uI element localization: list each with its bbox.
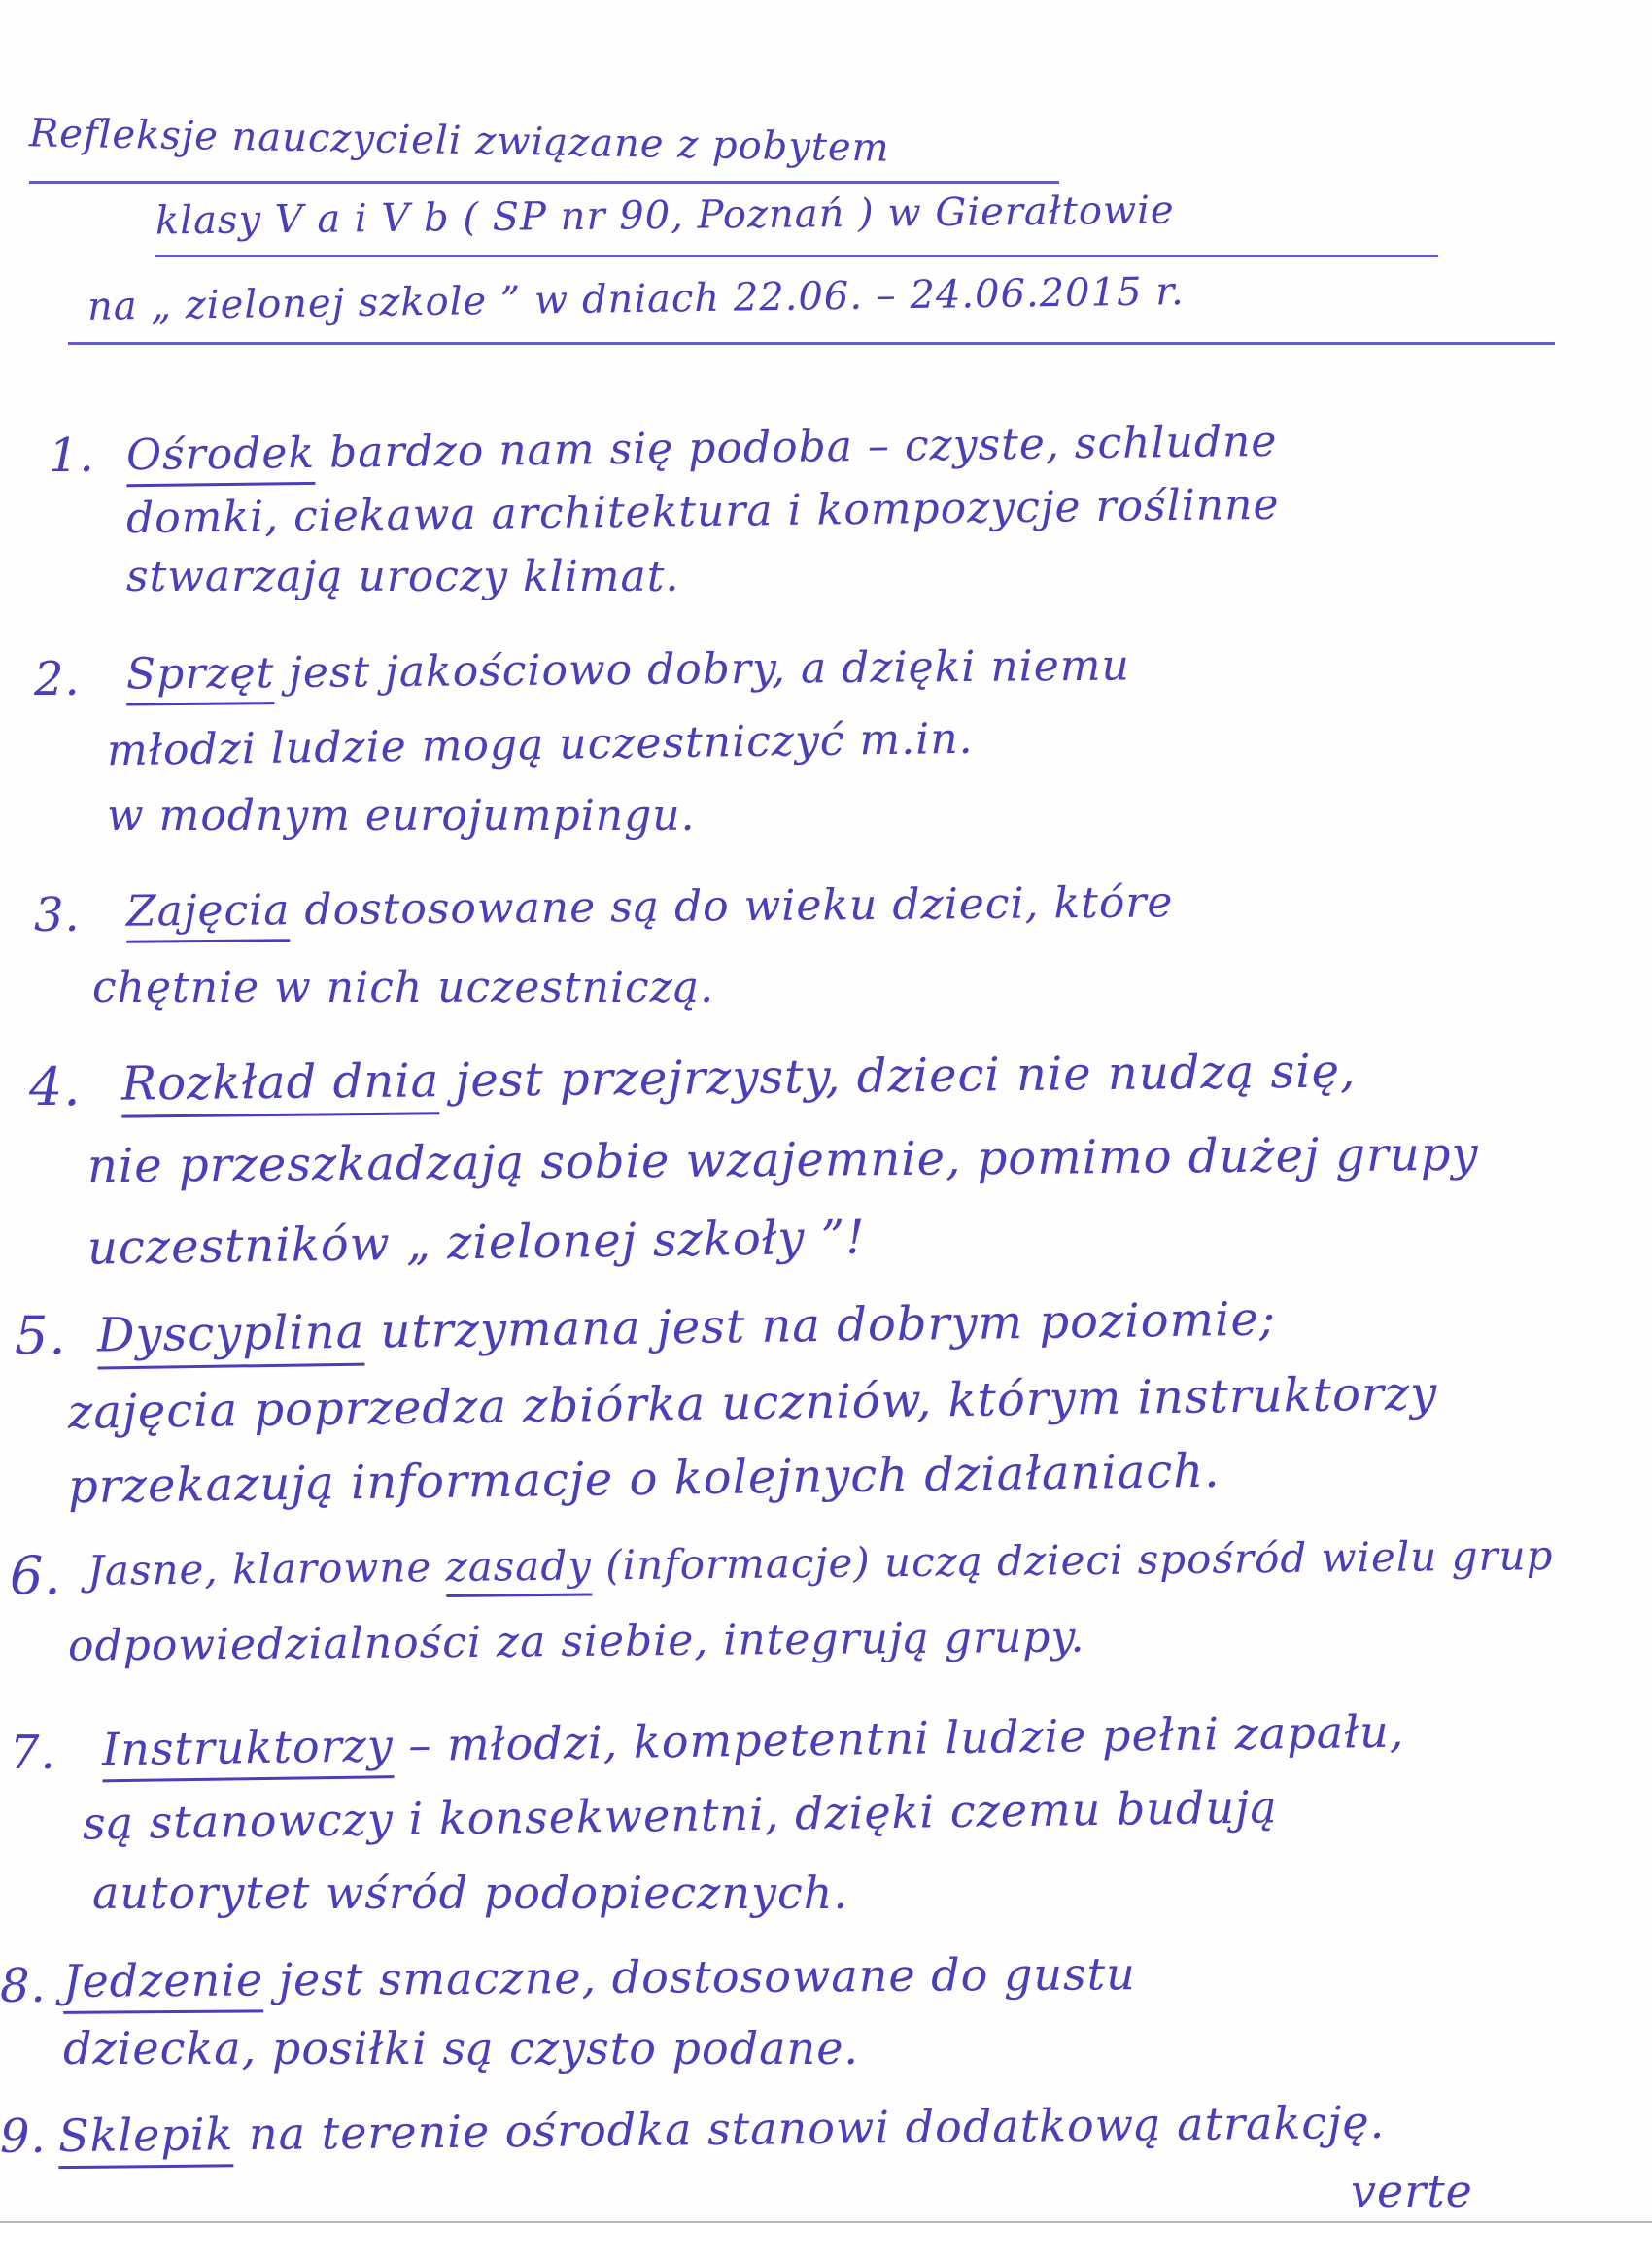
- item-text: młodzi ludzie mogą uczestniczyć m.in.: [106, 713, 974, 776]
- item-text: przekazują informacje o kolejnych działaniach.: [67, 1443, 1221, 1515]
- item-text: jest jakościowo dobry, a dzięki niemu: [274, 640, 1131, 699]
- item-keyword: Zajęcia: [126, 885, 291, 942]
- item-text: na terenie ośrodka stanowi dodatkową atrakcję.: [233, 2095, 1386, 2161]
- item-number: 8.: [0, 1959, 47, 2013]
- item-text: nie przeszkadzają sobie wzajemnie, pomimo dużej grupy: [86, 1126, 1479, 1194]
- item-number: 9.: [0, 2109, 47, 2164]
- item-keyword: Rozkład dnia: [121, 1053, 440, 1117]
- item-text: Jasne, klarowne: [86, 1543, 446, 1594]
- item-text: stwarzają uroczy klimat.: [126, 552, 680, 601]
- item-text: w modnym eurojumpingu.: [107, 791, 696, 840]
- item-text: odpowiedzialności za siebie, integrują grupy.: [67, 1612, 1085, 1671]
- item-text: zajęcia poprzedza zbiórka uczniów, którym instruktorzy: [67, 1366, 1438, 1440]
- item-text: domki, ciekawa architektura i kompozycje roślinne: [125, 479, 1280, 544]
- item-text: – młodzi, kompetentni ludzie pełni zapału,: [393, 1704, 1405, 1772]
- item-keyword: Jedzenie: [63, 1953, 264, 2013]
- item-text: jest smaczne, dostosowane do gustu: [262, 1947, 1136, 2006]
- item-keyword: Instruktorzy: [102, 1719, 395, 1782]
- item-text: są stanowczy i konsekwentni, dzięki czemu budują: [82, 1780, 1279, 1850]
- header-line-1: Refleksje nauczycieli związane z pobytem: [28, 111, 890, 171]
- item-number: 2.: [34, 652, 81, 706]
- item-text: autorytet wśród podopiecznych.: [92, 1867, 849, 1919]
- item-number: 3.: [34, 888, 81, 942]
- item-keyword: Dyscyplina: [97, 1305, 365, 1370]
- item-number: 6.: [10, 1545, 62, 1606]
- item-number: 5.: [15, 1305, 67, 1366]
- header-underline-3: [68, 342, 1555, 345]
- item-number: 1.: [49, 428, 95, 483]
- item-text: uczestników „ zielonej szkoły ”!: [86, 1210, 866, 1276]
- item-keyword: Ośrodek: [126, 428, 316, 487]
- scan-bottom-edge: [0, 2221, 1652, 2262]
- item-text: jest przejrzysty, dzieci nie nudzą się,: [438, 1044, 1357, 1109]
- item-keyword: Sprzęt: [126, 648, 275, 705]
- item-text: chętnie w nich uczestniczą.: [92, 963, 715, 1012]
- item-keyword: Sklepik: [58, 2108, 234, 2169]
- item-text: bardzo nam się podoba – czyste, schludne: [314, 416, 1278, 478]
- header-underline-1: [29, 181, 1059, 184]
- item-number: 7.: [10, 1726, 56, 1780]
- item-number: 4.: [29, 1056, 82, 1117]
- item-text: (informacje) uczą dzieci spośród wielu grup: [591, 1531, 1554, 1590]
- header-line-3: na „ zielonej szkole ” w dniach 22.06. – 24.06.2015 r.: [86, 269, 1185, 329]
- header-underline-2: [155, 255, 1438, 257]
- item-keyword: zasady: [445, 1541, 592, 1597]
- page-turn-note: verte: [1351, 2165, 1473, 2217]
- header-line-2: klasy V a i V b ( SP nr 90, Poznań ) w Gierałtowie: [155, 188, 1175, 244]
- item-text: dziecka, posiłki są czysto podane.: [63, 2022, 860, 2074]
- item-text: dostosowane są do wieku dzieci, które: [290, 877, 1174, 936]
- item-text: utrzymana jest na dobrym poziomie;: [363, 1291, 1277, 1359]
